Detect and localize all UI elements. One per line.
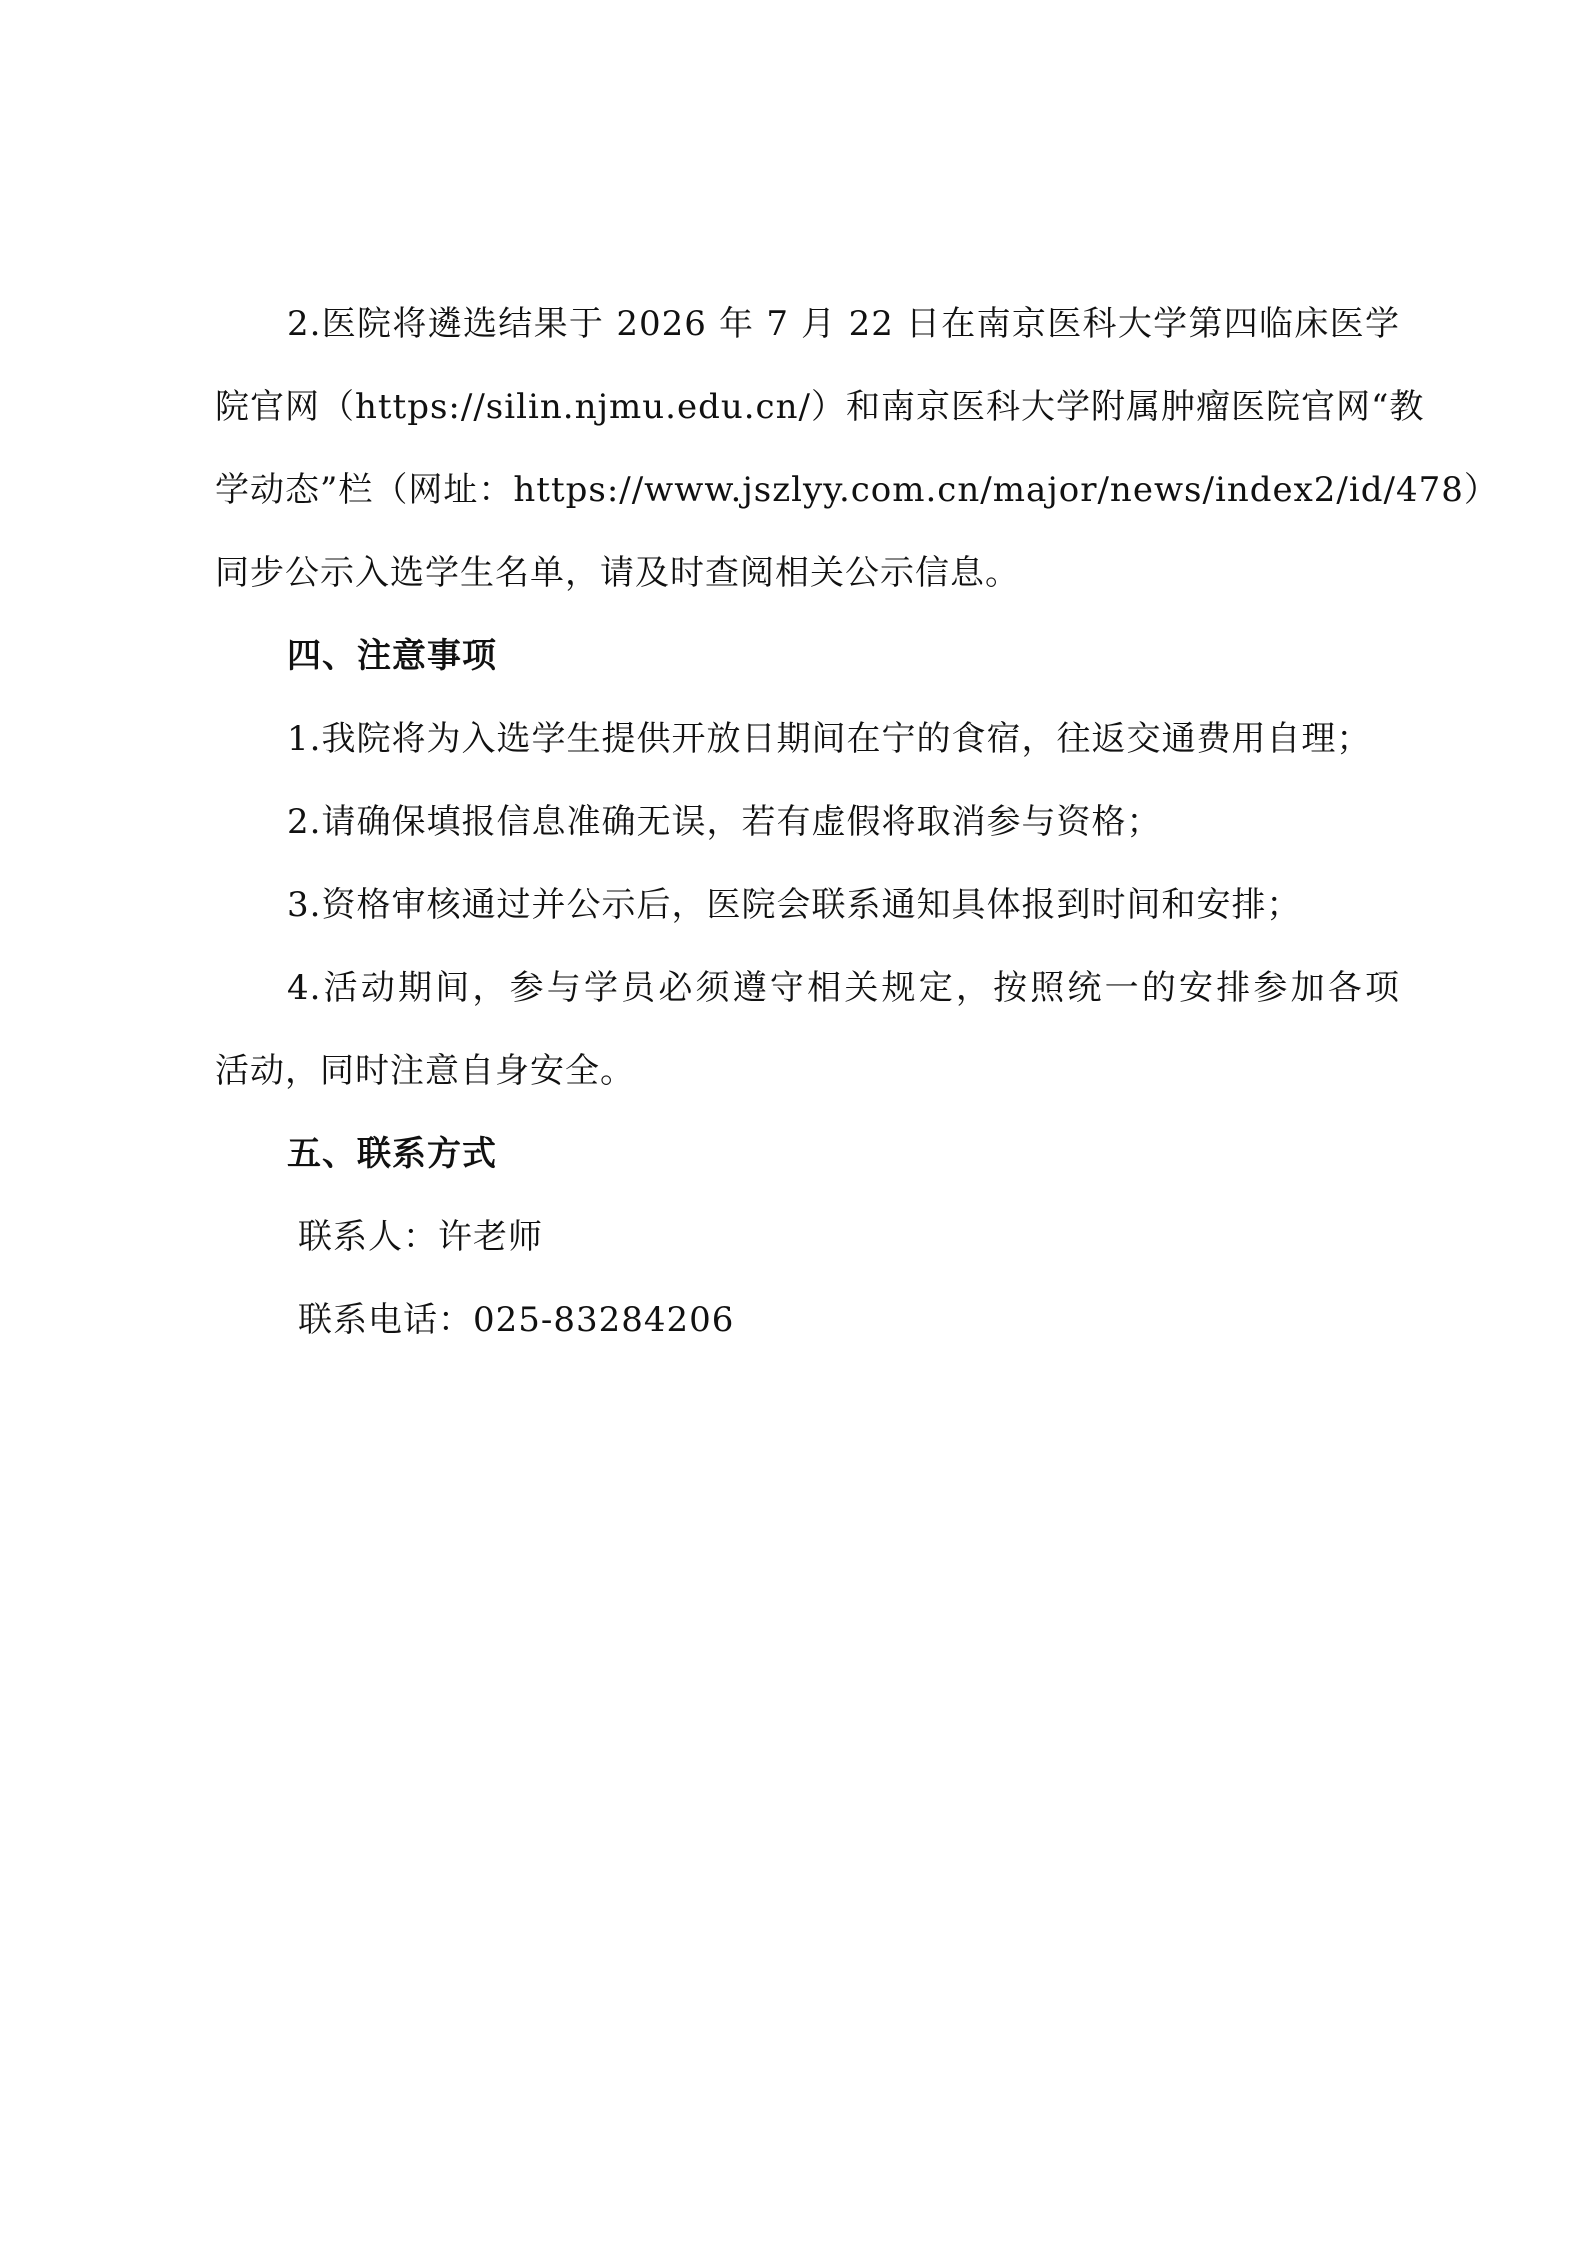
contact-phone: 联系电话：025-83284206 (298, 1300, 735, 1340)
selection-paragraph-line-2: 院官网（https://silin.njmu.edu.cn/）和南京医科大学附属肿瘤医院官网“教 (215, 387, 1425, 427)
notes-item-3: 3.资格审核通过并公示后，医院会联系通知具体报到时间和安排； (287, 885, 1302, 925)
selection-paragraph-line-3: 学动态”栏（网址：https://www.jszlyy.com.cn/major/news/index2/id/478） (215, 470, 1499, 510)
section-heading-notes: 四、注意事项 (287, 636, 497, 676)
notes-item-1: 1.我院将为入选学生提供开放日期间在宁的食宿，往返交通费用自理； (287, 719, 1372, 759)
selection-paragraph-line-1: 2.医院将遴选结果于 2026 年 7 月 22 日在南京医科大学第四临床医学 (287, 304, 1400, 344)
notes-item-4-line-1: 4.活动期间，参与学员必须遵守相关规定，按照统一的安排参加各项 (287, 968, 1400, 1008)
section-heading-contact: 五、联系方式 (287, 1134, 497, 1174)
notes-item-4-line-2: 活动，同时注意自身安全。 (215, 1051, 635, 1091)
selection-paragraph-line-4: 同步公示入选学生名单，请及时查阅相关公示信息。 (215, 553, 1020, 593)
notes-item-2: 2.请确保填报信息准确无误，若有虚假将取消参与资格； (287, 802, 1162, 842)
contact-person: 联系人：许老师 (298, 1217, 543, 1257)
